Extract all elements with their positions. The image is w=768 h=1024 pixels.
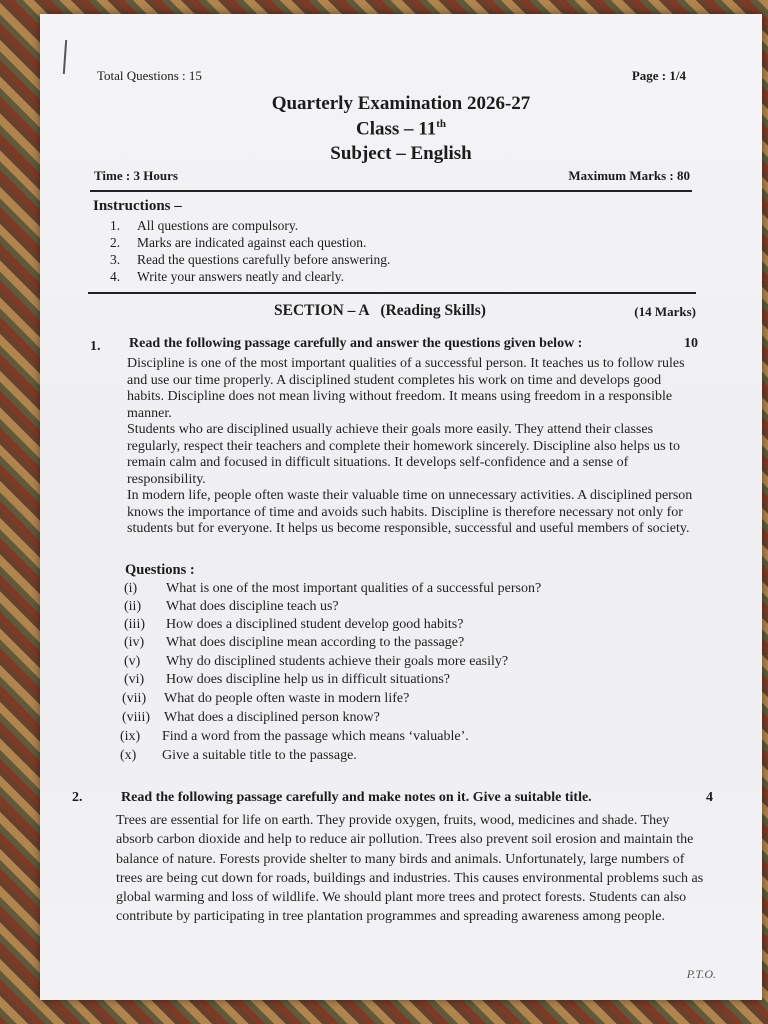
instructions-divider — [88, 292, 696, 294]
subject-label: Subject – English — [330, 143, 472, 164]
q2-marks: 4 — [706, 790, 713, 805]
q2-number: 2. — [72, 790, 83, 805]
class-superscript: th — [436, 118, 447, 130]
questions-heading: Questions : — [125, 562, 195, 578]
q1-paragraph: Students who are disciplined usually achieve their goals more easily. They attend their classes regularly, respect their teachers and complete their homework sincerely. Discipline also helps us to remain calm and focused in difficult situations. It develops self-confidence and a sense of responsibility. — [127, 422, 680, 487]
instruction-item: 2. Marks are indicated against each question. — [110, 235, 367, 250]
instructions-heading: Instructions – — [93, 198, 182, 214]
time-label: Time : 3 Hours — [94, 168, 178, 183]
instruction-item: 3. Read the questions carefully before answering. — [110, 252, 391, 267]
q1-paragraph: In modern life, people often waste their valuable time on unnecessary activities. A disciplined person knows the importance of time and avoids such habits. Discipline is therefore necessary not only for students but for everyone. It helps us become responsible, successful and useful members of society. — [127, 488, 693, 536]
instruction-item: 4. Write your answers neatly and clearly. — [110, 269, 344, 284]
q1-number: 1. — [90, 339, 101, 354]
q1-paragraph: Discipline is one of the most important qualities of a successful person. It teaches us to follow rules and use our time properly. A disciplined student completes his work on time and develops good habits. Discipline does not mean living without freedom. It means using freedom in a responsible manner. — [127, 356, 685, 421]
q1-passage — [127, 356, 701, 538]
pto-label: P.T.O. — [686, 967, 716, 981]
pencil-mark — [63, 40, 67, 74]
page-number: Page : 1/4 — [631, 68, 686, 83]
class-text: Class – 11 — [355, 118, 437, 140]
section-a-marks: (14 Marks) — [634, 304, 696, 319]
q1-marks: 10 — [684, 336, 698, 351]
header-divider — [90, 190, 692, 192]
q1-prompt: Read the following passage carefully and answer the questions given below : — [129, 336, 583, 351]
max-marks: Maximum Marks : 80 — [568, 168, 690, 183]
total-questions: Total Questions : 15 — [97, 68, 202, 83]
exam-title: Quarterly Examination 2026-27 — [271, 93, 531, 114]
q2-prompt: Read the following passage carefully and make notes on it. Give a suitable title. — [121, 790, 592, 805]
q2-passage: Trees are essential for life on earth. They provide oxygen, fruits, wood, medicines and shade. They absorb carbon dioxide and help to reduce air pollution. Trees also prevent soil erosion and maintain the balance of nature. Forests provide shelter to many birds and animals. Unfortunately, large numbers of trees are being cut down for roads, buildings and industries. This causes environmental problems such as global warming and loss of wildlife. We should plant more trees and protect forests. Students can also contribute by participating in tree plantation programmes and spreading awareness among people. — [116, 813, 704, 925]
instructions-list — [110, 217, 390, 285]
section-a-title: SECTION – A (Reading Skills) — [274, 302, 486, 319]
class-label — [40, 118, 762, 140]
exam-paper: Total Questions : 15 Page : 1/4 Quarterly Examination 2026-27 Class – 11th Subject – English Time : 3 Hours Maximum Marks : 80 Instructions – 1. All questions are compulsory. 2. Marks are indicated against each question. 3. Read the questions carefully before answering. 4. Write your answers neatly and clearly. SECTION – A (Reading Skills) (14 Marks) 1. Read the following passage carefully and answer the questions given below : 10 Discipline is one of the most important qualities of a successful person. It teaches us to follow rules and use our time properly. A disciplined student completes his work on time and develops good habits. Discipline does not mean living without freedom. It means using freedom in a responsible manner. Students who are disciplined usually achieve their goals more easily. They attend their classes regularly, respect their teachers and complete their homework sincerely. Discipline also helps us to remain calm and focused in difficult situations. It develops self-confidence and a sense of responsibility. In modern life, people often waste their valuable time on unnecessary activities. A disciplined person knows the importance of time and avoids such habits. Discipline is therefore necessary not only for students but for everyone. It helps us become responsible, successful and useful members of society. Questions : (i) What is one of the most important qualities of a successful person? (ii) What does discipline teach us? (iii) How does a disciplined student develop good habits? (iv) What does discipline mean according to the passage? (v) Why do disciplined students achieve their goals more easily? (vi) How does discipline help us in difficult situations? (vii) What do people often waste in modern life? (viii) What does a disciplined person know? (ix) Find a word from the passage which means ‘valuable’. (x) Give a suitable title to the passage. 2. Read the following passage carefully and make notes on it. Give a suitable title. 4 Trees are essential for life on earth. They provide oxygen, fruits, wood, medicines and shade. They absorb carbon dioxide and help to reduce air pollution. Trees also prevent soil erosion and maintain the balance of nature. Forests provide shelter to many birds and animals. Unfortunately, large numbers of trees are being cut down for roads, buildings and industries. This causes environmental problems such as global warming and loss of wildlife. We should plant more trees and protect forests. Students can also contribute by participating in tree plantation programmes and spreading awareness among people. P.T.O. — [40, 14, 762, 1000]
instruction-item: 1. All questions are compulsory. — [110, 218, 299, 233]
